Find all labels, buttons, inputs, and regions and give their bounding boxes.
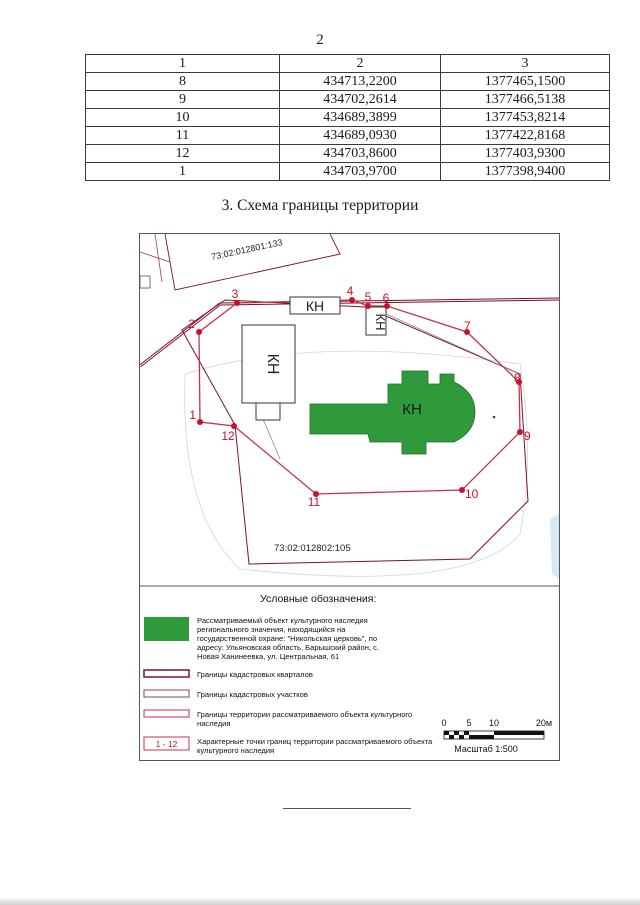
legend-object-text bbox=[197, 616, 381, 661]
table-cell: 434713,2200 bbox=[280, 73, 441, 91]
scale-tick-0: 0 bbox=[441, 718, 447, 728]
legend-points-line: культурного наследия bbox=[197, 746, 275, 755]
table-cell: 12 bbox=[86, 145, 280, 163]
table-row bbox=[86, 109, 610, 127]
table-row bbox=[86, 127, 610, 145]
section-title: 3. Схема границы территории bbox=[221, 197, 419, 214]
faint-outline bbox=[185, 351, 528, 576]
point-label-4: 4 bbox=[346, 284, 354, 298]
table-cell: 1377465,1500 bbox=[441, 73, 610, 91]
scale-bar bbox=[441, 718, 552, 754]
table-cell: 1377466,5138 bbox=[441, 91, 610, 109]
building-kn-small-label: КН bbox=[373, 313, 388, 331]
table-cell: 1 bbox=[86, 163, 280, 181]
point-label-12: 12 bbox=[221, 429, 235, 443]
table-cell: 9 bbox=[86, 91, 280, 109]
table-cell: 434703,8600 bbox=[280, 145, 441, 163]
table-cell: 1377398,9400 bbox=[441, 163, 610, 181]
point-2 bbox=[196, 329, 202, 335]
page-number: 2 bbox=[316, 32, 324, 48]
scale-seg bbox=[459, 735, 464, 739]
point-label-7: 7 bbox=[464, 319, 471, 333]
legend-object-line: государственной охране: "Никольская церковь", по bbox=[197, 634, 378, 643]
table-cell: 434689,0930 bbox=[280, 127, 441, 145]
legend-territory-line: наследия bbox=[197, 719, 231, 728]
church-label: КН bbox=[402, 401, 422, 418]
table-cell: 1377422,8168 bbox=[441, 127, 610, 145]
scan-edge bbox=[0, 897, 640, 905]
table-cell: 1377403,9300 bbox=[441, 145, 610, 163]
scale-seg bbox=[464, 731, 469, 735]
scale-tick-5: 5 bbox=[466, 718, 472, 728]
point-label-3: 3 bbox=[231, 287, 239, 301]
legend-quarter-swatch bbox=[144, 670, 189, 677]
parcel-inner-line-2 bbox=[375, 309, 520, 374]
quarter-border bbox=[140, 299, 559, 366]
legend-object-line: регионального значения, находящийся на bbox=[197, 625, 346, 634]
point-label-9: 9 bbox=[524, 429, 531, 443]
table-cell: 2 bbox=[280, 55, 441, 73]
point-label-10: 10 bbox=[465, 487, 479, 501]
parcel-label: 73:02:012802:105 bbox=[274, 543, 351, 554]
coordinates-table bbox=[85, 54, 610, 181]
scale-seg bbox=[449, 735, 454, 739]
point-label-6: 6 bbox=[382, 291, 390, 305]
legend-territory-swatch bbox=[144, 710, 189, 717]
legend-object-line: Новая Ханинеевка, ул. Центральная, 61 bbox=[197, 652, 340, 661]
table-cell: 1 bbox=[86, 55, 280, 73]
table-cell: 434689,3899 bbox=[280, 109, 441, 127]
table-cell: 434702,2614 bbox=[280, 91, 441, 109]
legend-object-swatch bbox=[144, 617, 189, 641]
point-label-2: 2 bbox=[188, 317, 195, 331]
table-row bbox=[86, 73, 610, 91]
building-kn-left-label: КН bbox=[264, 353, 281, 375]
table-cell: 1377453,8214 bbox=[441, 109, 610, 127]
scale-seg bbox=[494, 731, 544, 735]
quarter-border-inner bbox=[140, 299, 559, 366]
legend-quarter-text: Границы кадастровых кварталов bbox=[197, 670, 313, 679]
bottom-rule bbox=[283, 808, 411, 809]
parcel-border-small bbox=[140, 252, 170, 262]
table-cell: 8 bbox=[86, 73, 280, 91]
legend-title: Условные обозначения: bbox=[260, 593, 377, 605]
legend-points-symbol: 1 - 12 bbox=[155, 739, 178, 749]
scale-label: Масштаб 1:500 bbox=[454, 744, 518, 754]
legend-object-line: Рассматриваемый объект культурного наследия bbox=[197, 616, 368, 625]
scheme-svg bbox=[140, 234, 559, 760]
scale-seg bbox=[454, 731, 459, 735]
legend-parcel-swatch bbox=[144, 690, 189, 697]
marker-dot bbox=[493, 416, 496, 419]
table-row bbox=[86, 91, 610, 109]
point-1 bbox=[197, 419, 203, 425]
legend-points-text bbox=[197, 737, 434, 755]
church-footprint bbox=[310, 371, 475, 454]
point-label-5: 5 bbox=[364, 290, 372, 304]
legend-territory-text bbox=[197, 710, 414, 728]
legend-object-line: адресу: Ульяновская область, Барышский район, с. bbox=[197, 643, 380, 652]
table-cell: 3 bbox=[441, 55, 610, 73]
scale-tick-20: 20м bbox=[535, 718, 553, 728]
legend-territory-line: Границы территории рассматриваемого объекта культурного bbox=[197, 710, 413, 719]
scale-seg bbox=[444, 731, 449, 735]
point-9 bbox=[517, 429, 523, 435]
point-label-1: 1 bbox=[189, 408, 196, 422]
boundary-scheme bbox=[139, 233, 560, 761]
point-label-8: 8 bbox=[514, 371, 521, 385]
scale-tick-10: 10 bbox=[488, 718, 500, 728]
small-structure bbox=[140, 276, 150, 288]
table-cell: 434703,9700 bbox=[280, 163, 441, 181]
building-kn-top-label: КН bbox=[305, 298, 325, 314]
legend-points-line: Характерные точки границ территории рассматриваемого объекта bbox=[197, 737, 433, 746]
table-row bbox=[86, 163, 610, 181]
quarter-label-top: 73:02:012801:133 bbox=[210, 237, 284, 262]
table-cell: 11 bbox=[86, 127, 280, 145]
table-cell: 10 bbox=[86, 109, 280, 127]
building-annex bbox=[256, 403, 280, 420]
point-label-11: 11 bbox=[307, 495, 321, 509]
table-row bbox=[86, 145, 610, 163]
water-area bbox=[550, 514, 559, 579]
legend-parcel-text: Границы кадастровых участков bbox=[197, 690, 308, 699]
table-header-row bbox=[86, 55, 610, 73]
scale-seg bbox=[469, 735, 494, 739]
